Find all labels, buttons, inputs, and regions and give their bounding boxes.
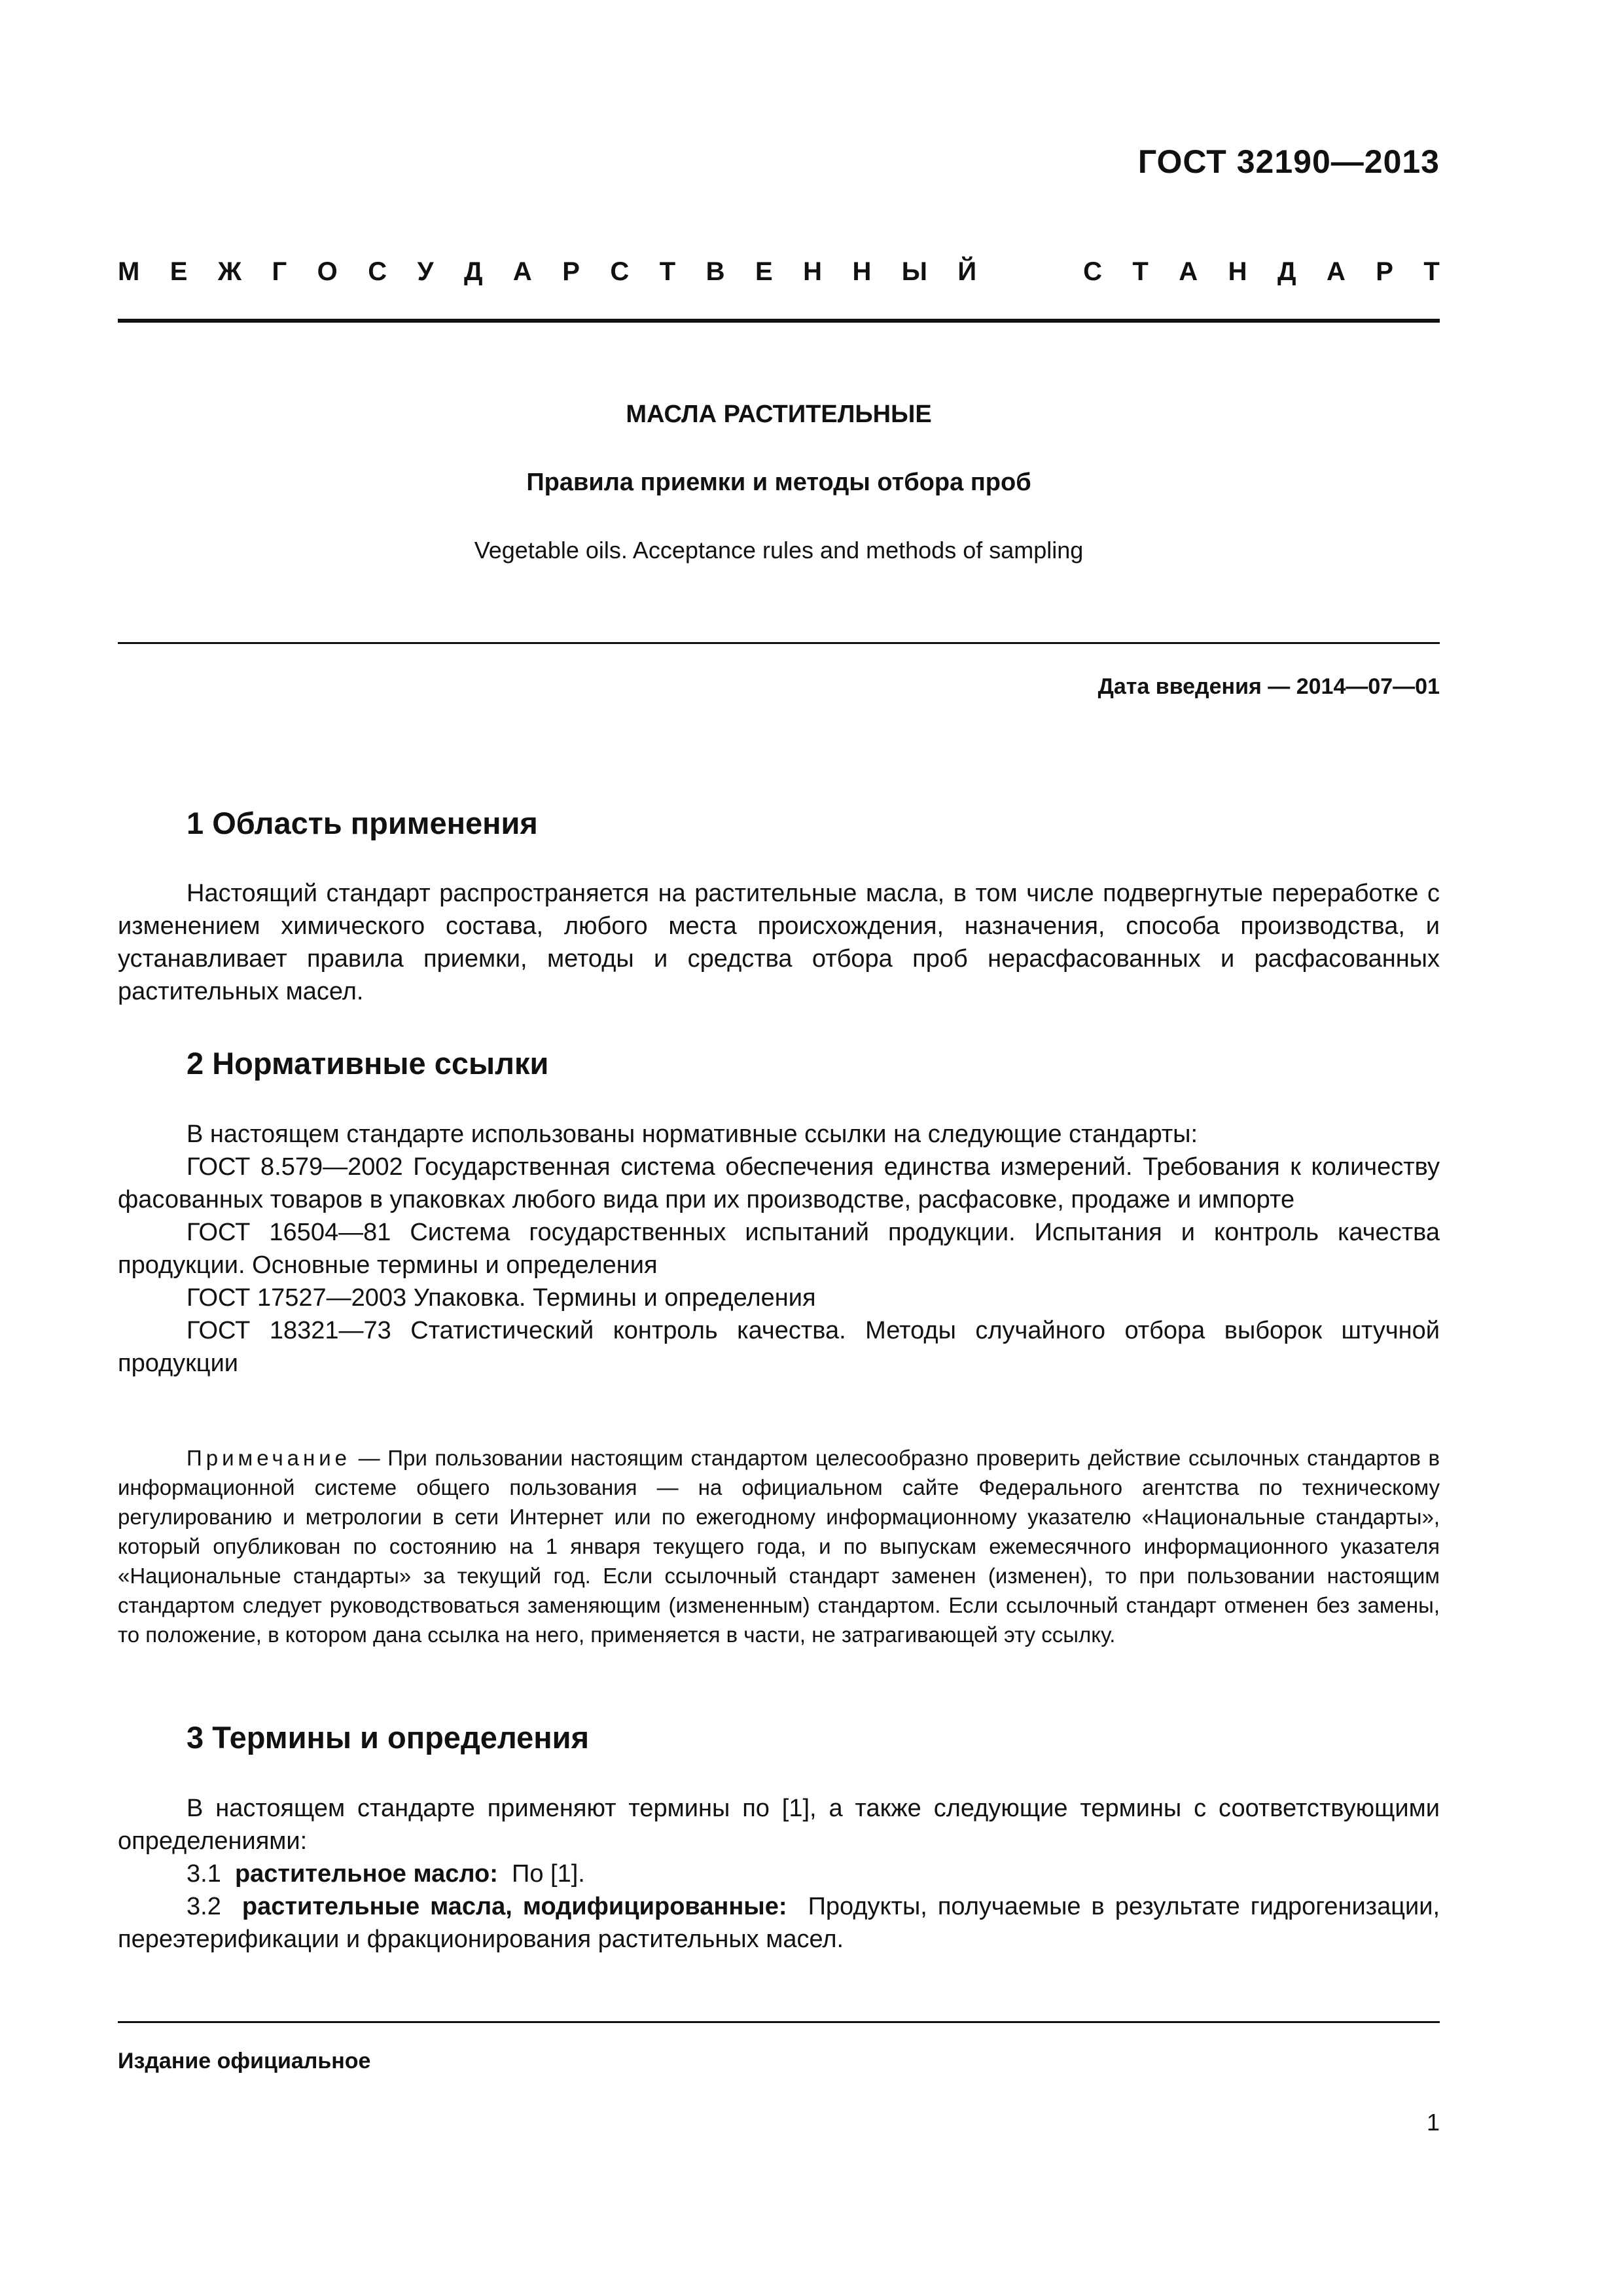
note-text: — При пользовании настоящим стандартом целесообразно проверить действие ссылочных стандартов в информационной системе общего пользования — на официальном сайте Федерального агентства по техническому регулированию и метрологии в сети Интернет или по ежегодному информационному указателю «Национальные стандарты», который опубликован по состоянию на 1 января текущего года, и по выпускам ежемесячного информационного указателя «Национальные стандарты» за текущий год. Если ссылочный стандарт заменен (изменен), то при пользовании настоящим стандартом следует руководствоваться заменяющим (измененным) стандартом. Если ссылочный стандарт отменен без замены, то положение, в котором дана ссылка на него, применяется в части, не затрагивающей эту ссылку. (118, 1446, 1440, 1647)
reference-item: ГОСТ 8.579—2002 Государственная система обеспечения единства измерений. Требования к количеству фасованных товаров в упаковках любого вида при их производстве, расфасовке, продаже и импорте (118, 1153, 1440, 1213)
reference-item: ГОСТ 16504—81 Система государственных испытаний продукции. Испытания и контроль качества продукции. Основные термины и определения (118, 1219, 1440, 1279)
standard-kind-letter: Р (1376, 257, 1393, 286)
standard-kind-letter: Д (1277, 257, 1296, 286)
reference-item: ГОСТ 18321—73 Статистический контроль качества. Методы случайного отбора выборок штучной продукции (118, 1317, 1440, 1377)
term-item (118, 1890, 1440, 1956)
term-number: 3.1 (187, 1860, 221, 1888)
standard-kind-letter: С (610, 257, 630, 286)
standard-kind-letter: Ы (901, 257, 927, 286)
word-gap (1007, 257, 1053, 287)
standard-kind-letter: А (1179, 257, 1198, 286)
section-2-note (118, 1443, 1440, 1649)
section-2-heading: 2 Нормативные ссылки (187, 1046, 549, 1081)
standard-kind-letter: Н (803, 257, 822, 286)
section-1-body (118, 877, 1440, 1008)
title-subtitle: Правила приемки и методы отбора проб (526, 469, 1031, 496)
standard-kind (118, 257, 1440, 287)
section-3-heading: 3 Термины и определения (187, 1720, 589, 1755)
standard-kind-letter: Й (957, 257, 977, 286)
note-label: Примечание (187, 1446, 351, 1470)
title-rule (118, 642, 1440, 644)
standard-kind-letter: М (118, 257, 140, 286)
intro-date: Дата введения — 2014—07—01 (1097, 674, 1440, 699)
term-item (118, 1857, 1440, 1890)
page-number: 1 (1426, 2109, 1440, 2136)
section-2-body (118, 1118, 1440, 1380)
section-1-heading: 1 Область применения (187, 806, 538, 840)
standard-kind-letter: С (1083, 257, 1102, 286)
section-3-body (118, 1792, 1440, 1956)
standard-kind-letter: Ж (217, 257, 242, 286)
gost-code: ГОСТ 32190—2013 (1137, 143, 1440, 180)
title-main: МАСЛА РАСТИТЕЛЬНЫЕ (626, 401, 932, 428)
footer-rule (118, 2021, 1440, 2023)
standard-kind-letter: У (417, 257, 434, 286)
standard-kind-letter: Т (1132, 257, 1149, 286)
standard-kind-letter: Н (1228, 257, 1247, 286)
official-edition: Издание официальное (118, 2049, 371, 2073)
term-name: растительные масла, модифицированные: (241, 1893, 787, 1920)
header-rule (118, 319, 1440, 323)
standard-kind-letter: С (368, 257, 387, 286)
standard-kind-letter: Д (463, 257, 483, 286)
standard-kind-letter: Е (169, 257, 188, 286)
standard-kind-letter: Т (1423, 257, 1440, 286)
term-definition: Продукты, получаемые в результате гидрогенизации, переэтерификации и фракционирования растительных масел. (118, 1893, 1440, 1953)
term-number: 3.2 (187, 1893, 221, 1920)
section-1-text: Настоящий стандарт распространяется на растительные масла, в том числе подвергнутые переработке с изменением химического состава, любого места происхождения, назначения, способа производства, и устанавливает правила приемки, методы и средства отбора проб нерасфасованных и расфасованных растительных масел. (118, 880, 1440, 1005)
standard-kind-letter: Е (755, 257, 773, 286)
term-name: растительное масло: (234, 1860, 498, 1888)
standard-kind-letter: А (512, 257, 532, 286)
term-definition: По [1]. (512, 1860, 585, 1888)
standard-kind-letter: О (317, 257, 338, 286)
standard-kind-letter: Т (659, 257, 676, 286)
section-2-intro: В настоящем стандарте использованы нормативные ссылки на следующие стандарты: (187, 1121, 1198, 1148)
standard-kind-letter: А (1326, 257, 1346, 286)
standard-kind-letter: Г (272, 257, 287, 286)
title-english: Vegetable oils. Acceptance rules and methods of sampling (474, 537, 1084, 564)
standard-kind-letter: Н (852, 257, 872, 286)
reference-item: ГОСТ 17527—2003 Упаковка. Термины и определения (187, 1284, 816, 1312)
standard-kind-letter: Р (562, 257, 580, 286)
section-3-intro: В настоящем стандарте применяют термины по [1], а также следующие термины с соответствующими определениями: (118, 1795, 1440, 1855)
standard-kind-letter: В (705, 257, 725, 286)
